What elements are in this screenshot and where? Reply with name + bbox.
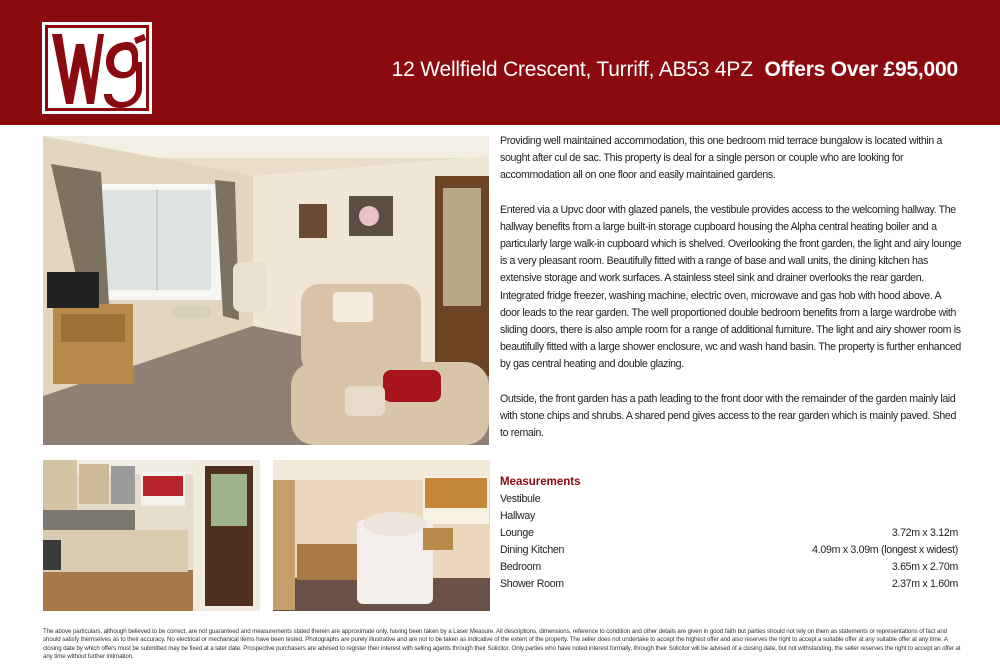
kitchen-photo: [43, 460, 260, 611]
asking-price: Offers Over £95,000: [764, 58, 958, 81]
legal-disclaimer: The above particulars, although believed to be correct, are not guaranteed and measurements stated therein are approximate only, having been taken by a Laser Measure. All descriptions, dimensions, reference to condition and other details are given in good faith but parties should not rely on them as statements or representations of fact and should satisfy themselves as to their accuracy. No electrical or mechanical items have been tested. Photographs are purely illustrative and are not to be taken as indicative of the extent of the property. The seller does not undertake to accept the highest offer and also reserves the right to accept a suitable offer at any suitable offer at any time. A closing date by which offers must be submitted may be fixed at a later date. Prospective purchasers are advised to register their interest with selling agents through their Solicitor. Only parties who have noted interest formally, through their Solicitor will be advised of a closing date, but not withstanding, the seller reserves the right to accept an offer at any time without further intimation.: [43, 628, 961, 661]
measurement-row: [500, 542, 958, 559]
property-address: 12 Wellfield Crescent, Turriff, AB53 4PZ: [391, 58, 753, 81]
description-paragraph: Entered via a Upvc door with glazed panels, the vestibule provides access to the welcoming hallway. The hallway benefits from a large built-in storage cupboard housing the Alpha central heating boiler and a particularly large walk-in cupboard which is shelved. Overlooking the front garden, the light and airy lounge is a very pleasant room. Beautifully fitted with a range of base and wall units, the dining kitchen has extensive storage and work surfaces. A stainless steel sink and drainer overlooks the rear garden. Integrated fridge freezer, washing machine, electric oven, microwave and gas hob with hood above. A door leads to the rear garden. The well proportioned double bedroom benefits from a large wardrobe with sliding doors, there is also ample room for a range of additional furniture. The light and airy shower room is beautifully fitted with a large shower enclosure, wc and wash hand basin. The property is further enhanced by gas central heating and double glazing.: [500, 203, 962, 371]
room-name: Shower Room: [500, 578, 564, 590]
measurement-row: [500, 525, 958, 542]
room-name: Hallway: [500, 510, 535, 522]
room-size: 3.72m x 3.12m: [891, 527, 958, 539]
room-name: Lounge: [500, 527, 534, 539]
property-description: [500, 133, 962, 459]
measurement-row: [500, 576, 958, 593]
description-paragraph: Outside, the front garden has a path leading to the front door with the remainder of the garden mainly laid with stone chips and shrubs. A shared pend gives access to the rear garden which is mainly paved. Shed to remain.: [500, 392, 957, 440]
room-size: 2.37m x 1.60m: [891, 578, 958, 590]
agency-logo: [42, 22, 152, 114]
room-size: 3.65m x 2.70m: [891, 561, 958, 573]
measurements-list: [500, 491, 958, 593]
lounge-photo: [43, 136, 489, 445]
measurement-row: [500, 508, 958, 525]
room-name: Bedroom: [500, 561, 541, 573]
bedroom-photo: [273, 460, 490, 611]
room-name: Vestibule: [500, 493, 541, 505]
room-name: Dining Kitchen: [500, 544, 565, 556]
measurements-heading: Measurements: [500, 476, 581, 488]
header-banner: [0, 0, 1000, 125]
description-paragraph: Providing well maintained accommodation, this one bedroom mid terrace bungalow is located within a sought after cul de sac. This property is deal for a single person or couple who are looking for accommodation all on one floor and easily maintained gardens.: [500, 135, 943, 182]
room-size: 4.09m x 3.09m (longest x widest): [812, 544, 958, 556]
listing-headline: [392, 58, 958, 82]
measurement-row: [500, 491, 958, 508]
measurement-row: [500, 559, 958, 576]
